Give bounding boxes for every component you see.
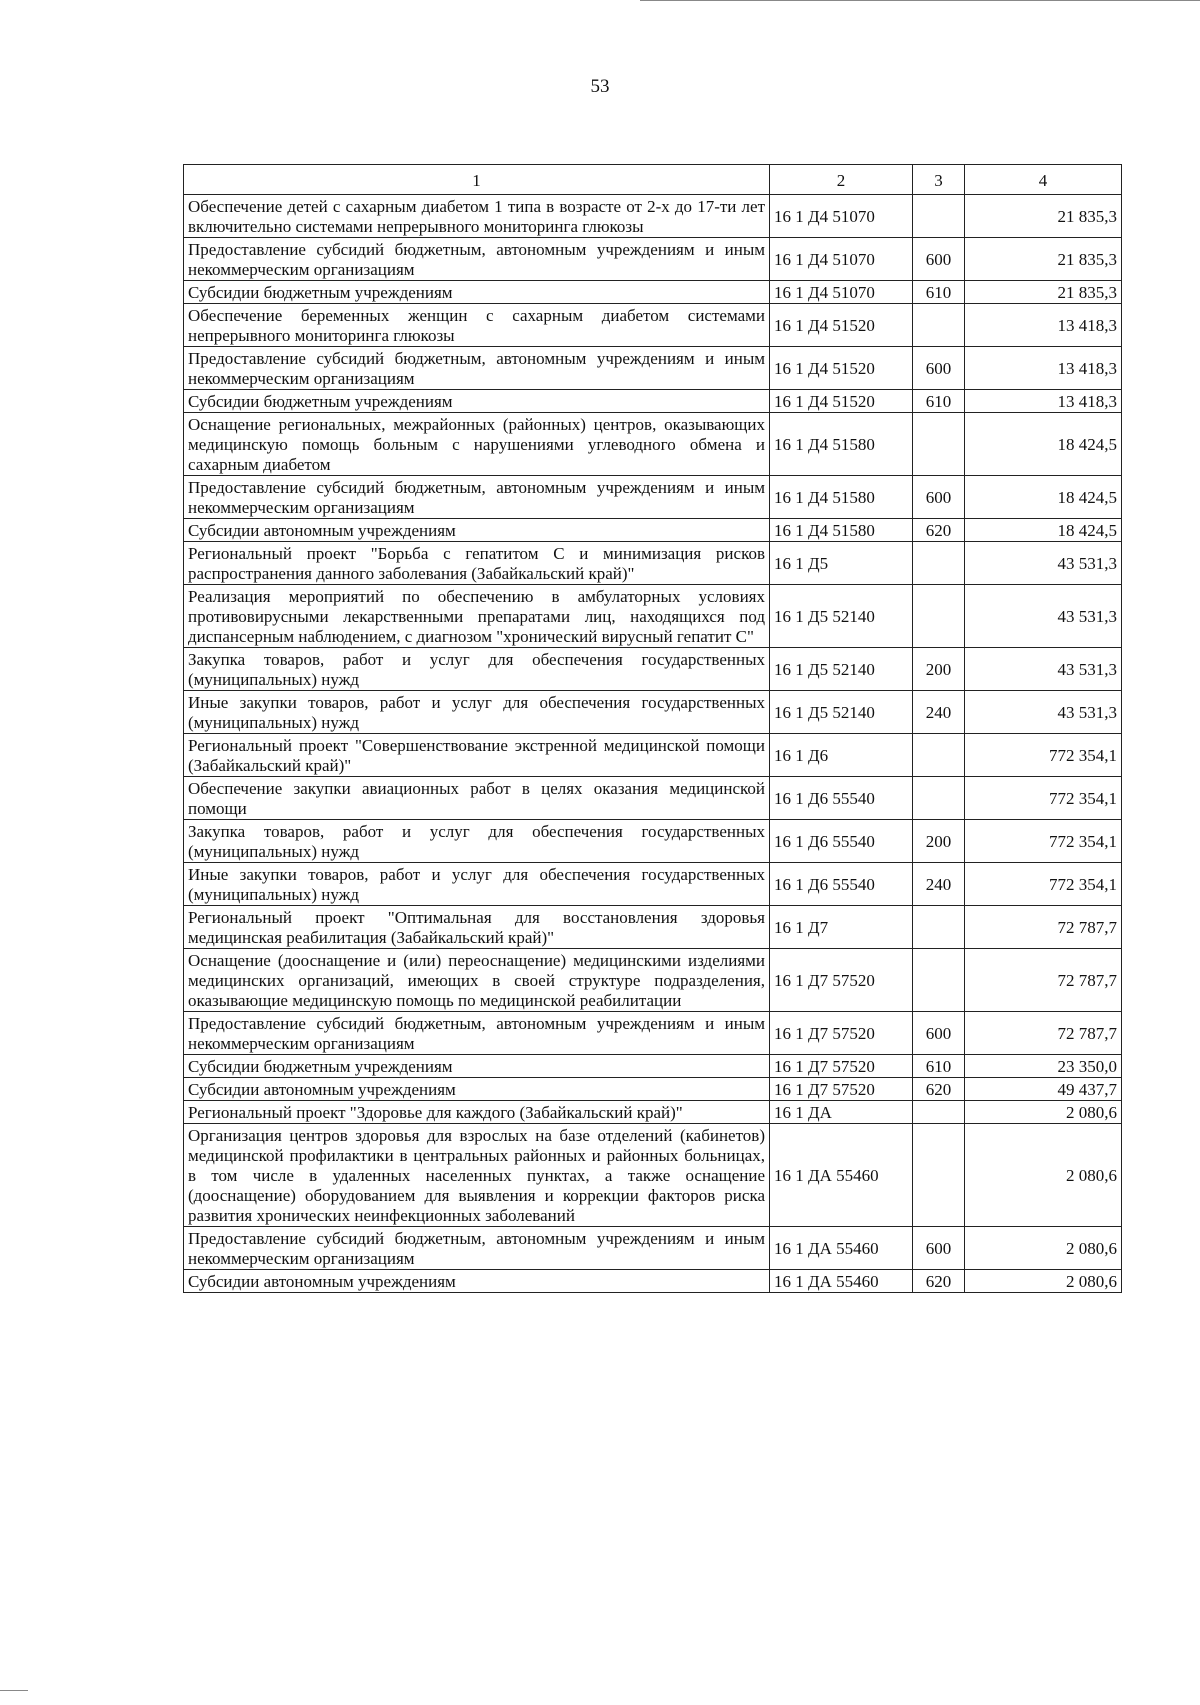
column-header-code: 2 (770, 165, 913, 195)
row-sum-cell: 72 787,7 (965, 1012, 1122, 1055)
row-type-cell: 200 (913, 820, 965, 863)
row-sum-cell: 772 354,1 (965, 777, 1122, 820)
row-code-cell: 16 1 Д7 57520 (770, 1055, 913, 1078)
table-row (184, 1270, 1122, 1293)
scan-mark (0, 1690, 28, 1691)
row-name-cell: Предоставление субсидий бюджетным, автономным учреждениям и иным некоммерческим организациям (184, 347, 770, 390)
row-sum-cell: 21 835,3 (965, 238, 1122, 281)
row-name-cell: Региональный проект "Оптимальная для восстановления здоровья медицинская реабилитация (Забайкальский край)" (184, 906, 770, 949)
row-code-cell: 16 1 Д4 51580 (770, 476, 913, 519)
table-row (184, 304, 1122, 347)
row-type-cell: 600 (913, 347, 965, 390)
row-name-cell: Субсидии автономным учреждениям (184, 519, 770, 542)
row-type-cell (913, 777, 965, 820)
row-sum-cell: 72 787,7 (965, 906, 1122, 949)
row-type-cell: 610 (913, 390, 965, 413)
row-sum-cell: 18 424,5 (965, 519, 1122, 542)
row-name-cell: Предоставление субсидий бюджетным, автономным учреждениям и иным некоммерческим организациям (184, 1227, 770, 1270)
table-row (184, 413, 1122, 476)
row-code-cell: 16 1 Д6 55540 (770, 820, 913, 863)
row-sum-cell: 2 080,6 (965, 1124, 1122, 1227)
row-type-cell: 600 (913, 1227, 965, 1270)
table-row (184, 863, 1122, 906)
row-sum-cell: 13 418,3 (965, 390, 1122, 413)
row-code-cell: 16 1 ДА (770, 1101, 913, 1124)
row-name-cell: Субсидии автономным учреждениям (184, 1270, 770, 1293)
row-sum-cell: 772 354,1 (965, 820, 1122, 863)
table-row (184, 238, 1122, 281)
row-sum-cell: 23 350,0 (965, 1055, 1122, 1078)
row-type-cell (913, 542, 965, 585)
table-row (184, 1124, 1122, 1227)
row-name-cell: Оснащение региональных, межрайонных (районных) центров, оказывающих медицинскую помощь больным с нарушениями углеводного обмена и сахарным диабетом (184, 413, 770, 476)
row-name-cell: Иные закупки товаров, работ и услуг для обеспечения государственных (муниципальных) нужд (184, 863, 770, 906)
row-sum-cell: 43 531,3 (965, 691, 1122, 734)
row-type-cell (913, 949, 965, 1012)
row-code-cell: 16 1 Д4 51520 (770, 304, 913, 347)
row-code-cell: 16 1 ДА 55460 (770, 1124, 913, 1227)
column-header-name: 1 (184, 165, 770, 195)
row-code-cell: 16 1 Д7 (770, 906, 913, 949)
row-sum-cell: 21 835,3 (965, 281, 1122, 304)
row-type-cell: 620 (913, 1078, 965, 1101)
row-type-cell (913, 304, 965, 347)
row-sum-cell: 18 424,5 (965, 476, 1122, 519)
row-type-cell: 240 (913, 863, 965, 906)
row-name-cell: Региональный проект "Совершенствование экстренной медицинской помощи (Забайкальский край)" (184, 734, 770, 777)
row-name-cell: Региональный проект "Борьба с гепатитом С и минимизация рисков распространения данного заболевания (Забайкальский край)" (184, 542, 770, 585)
table-row (184, 1012, 1122, 1055)
table-row (184, 281, 1122, 304)
table-row (184, 347, 1122, 390)
row-name-cell: Обеспечение детей с сахарным диабетом 1 типа в возрасте от 2-х до 17-ти лет включительно системами непрерывного мониторинга глюкозы (184, 195, 770, 238)
table-row (184, 691, 1122, 734)
row-code-cell: 16 1 Д4 51070 (770, 238, 913, 281)
row-sum-cell: 13 418,3 (965, 347, 1122, 390)
row-sum-cell: 49 437,7 (965, 1078, 1122, 1101)
table-row (184, 648, 1122, 691)
row-code-cell: 16 1 Д7 57520 (770, 1078, 913, 1101)
row-name-cell: Предоставление субсидий бюджетным, автономным учреждениям и иным некоммерческим организациям (184, 238, 770, 281)
row-type-cell (913, 906, 965, 949)
row-code-cell: 16 1 ДА 55460 (770, 1227, 913, 1270)
row-code-cell: 16 1 Д6 (770, 734, 913, 777)
budget-table (183, 164, 1122, 1293)
row-code-cell: 16 1 Д6 55540 (770, 863, 913, 906)
row-name-cell: Предоставление субсидий бюджетным, автономным учреждениям и иным некоммерческим организациям (184, 1012, 770, 1055)
row-name-cell: Закупка товаров, работ и услуг для обеспечения государственных (муниципальных) нужд (184, 820, 770, 863)
table-row (184, 1078, 1122, 1101)
row-name-cell: Организация центров здоровья для взрослых на базе отделений (кабинетов) медицинской профилактики в центральных районных и районных больницах, в том числе в удаленных населенных пунктах, а также оснащение (дооснащение) оборудованием для выявления и коррекции факторов риска развития хронических неинфекционных заболеваний (184, 1124, 770, 1227)
table-row (184, 390, 1122, 413)
row-type-cell (913, 195, 965, 238)
row-name-cell: Реализация мероприятий по обеспечению в амбулаторных условиях противовирусными лекарственными препаратами лиц, находящихся под диспансерным наблюдением, с диагнозом "хронический вирусный гепатит С" (184, 585, 770, 648)
row-sum-cell: 72 787,7 (965, 949, 1122, 1012)
row-code-cell: 16 1 Д4 51580 (770, 519, 913, 542)
table-body (184, 195, 1122, 1293)
table-row (184, 195, 1122, 238)
table-row (184, 585, 1122, 648)
row-type-cell (913, 1124, 965, 1227)
row-code-cell: 16 1 Д5 (770, 542, 913, 585)
row-type-cell (913, 585, 965, 648)
row-code-cell: 16 1 Д4 51520 (770, 390, 913, 413)
row-sum-cell: 13 418,3 (965, 304, 1122, 347)
row-code-cell: 16 1 ДА 55460 (770, 1270, 913, 1293)
row-sum-cell: 43 531,3 (965, 542, 1122, 585)
column-header-sum: 4 (965, 165, 1122, 195)
row-type-cell: 620 (913, 1270, 965, 1293)
row-code-cell: 16 1 Д7 57520 (770, 949, 913, 1012)
row-type-cell: 600 (913, 1012, 965, 1055)
row-type-cell: 600 (913, 476, 965, 519)
table-row (184, 820, 1122, 863)
row-code-cell: 16 1 Д5 52140 (770, 585, 913, 648)
row-name-cell: Субсидии автономным учреждениям (184, 1078, 770, 1101)
row-name-cell: Обеспечение закупки авиационных работ в целях оказания медицинской помощи (184, 777, 770, 820)
table-row (184, 734, 1122, 777)
row-type-cell: 200 (913, 648, 965, 691)
row-type-cell: 610 (913, 1055, 965, 1078)
table-row (184, 1055, 1122, 1078)
row-code-cell: 16 1 Д4 51070 (770, 281, 913, 304)
row-sum-cell: 772 354,1 (965, 734, 1122, 777)
row-sum-cell: 772 354,1 (965, 863, 1122, 906)
row-type-cell: 240 (913, 691, 965, 734)
row-type-cell: 620 (913, 519, 965, 542)
row-code-cell: 16 1 Д7 57520 (770, 1012, 913, 1055)
row-type-cell (913, 1101, 965, 1124)
table-row (184, 1101, 1122, 1124)
row-code-cell: 16 1 Д4 51070 (770, 195, 913, 238)
row-name-cell: Оснащение (дооснащение и (или) переоснащение) медицинскими изделиями медицинских организаций, имеющих в своей структуре подразделения, оказывающие медицинскую помощь по медицинской реабилитации (184, 949, 770, 1012)
table-row (184, 1227, 1122, 1270)
row-name-cell: Закупка товаров, работ и услуг для обеспечения государственных (муниципальных) нужд (184, 648, 770, 691)
row-code-cell: 16 1 Д5 52140 (770, 648, 913, 691)
row-sum-cell: 2 080,6 (965, 1270, 1122, 1293)
table-row (184, 906, 1122, 949)
table-header-row (184, 165, 1122, 195)
row-code-cell: 16 1 Д5 52140 (770, 691, 913, 734)
row-sum-cell: 21 835,3 (965, 195, 1122, 238)
row-sum-cell: 2 080,6 (965, 1101, 1122, 1124)
table-row (184, 542, 1122, 585)
row-name-cell: Иные закупки товаров, работ и услуг для обеспечения государственных (муниципальных) нужд (184, 691, 770, 734)
row-name-cell: Региональный проект "Здоровье для каждого (Забайкальский край)" (184, 1101, 770, 1124)
row-type-cell: 610 (913, 281, 965, 304)
row-type-cell: 600 (913, 238, 965, 281)
table-row (184, 519, 1122, 542)
scan-mark (640, 0, 1200, 1)
table-row (184, 777, 1122, 820)
row-type-cell (913, 734, 965, 777)
row-sum-cell: 43 531,3 (965, 648, 1122, 691)
row-name-cell: Обеспечение беременных женщин с сахарным диабетом системами непрерывного мониторинга глюкозы (184, 304, 770, 347)
row-name-cell: Предоставление субсидий бюджетным, автономным учреждениям и иным некоммерческим организациям (184, 476, 770, 519)
row-name-cell: Субсидии бюджетным учреждениям (184, 281, 770, 304)
row-type-cell (913, 413, 965, 476)
column-header-type: 3 (913, 165, 965, 195)
row-sum-cell: 43 531,3 (965, 585, 1122, 648)
row-code-cell: 16 1 Д6 55540 (770, 777, 913, 820)
row-sum-cell: 2 080,6 (965, 1227, 1122, 1270)
row-code-cell: 16 1 Д4 51520 (770, 347, 913, 390)
row-sum-cell: 18 424,5 (965, 413, 1122, 476)
table-row (184, 476, 1122, 519)
row-name-cell: Субсидии бюджетным учреждениям (184, 390, 770, 413)
table-row (184, 949, 1122, 1012)
row-code-cell: 16 1 Д4 51580 (770, 413, 913, 476)
page-number: 53 (590, 76, 610, 97)
row-name-cell: Субсидии бюджетным учреждениям (184, 1055, 770, 1078)
